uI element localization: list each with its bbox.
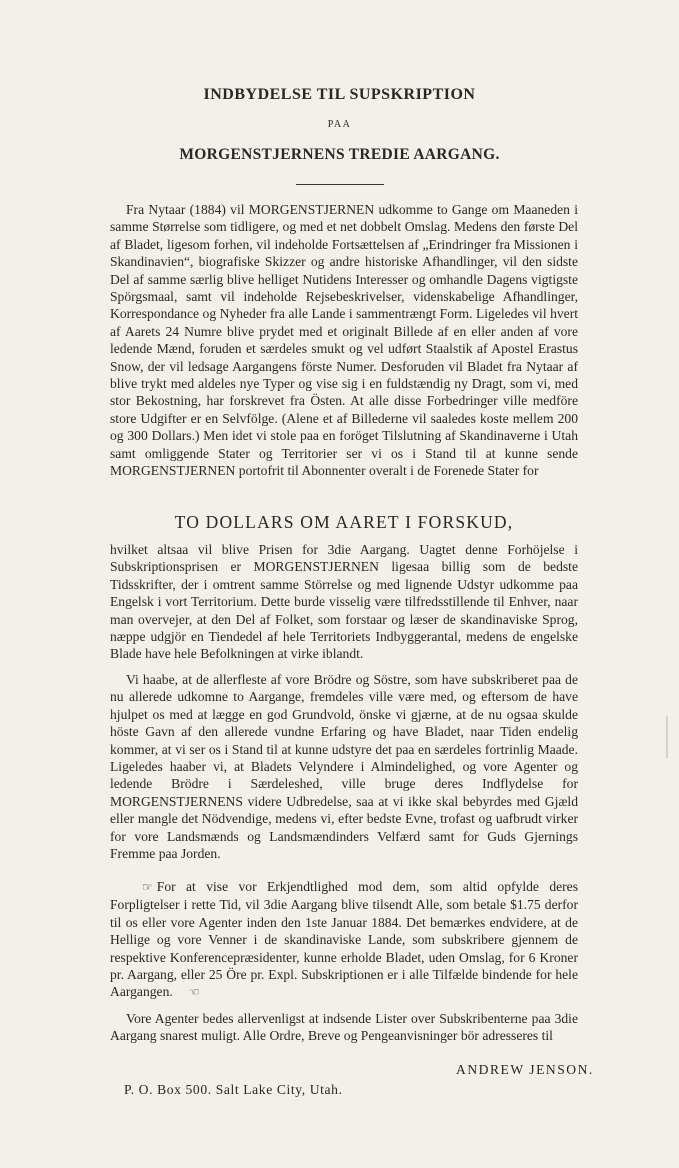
pointing-hand-icon: ☞	[142, 880, 153, 894]
body-paragraph-4	[110, 878, 578, 1002]
paragraph-text: Fra Nytaar (1884) vil MORGENSTJERNEN udkomme to Gange om Maaneden i samme Størrelse som tidligere, og med et net dobbelt Omslag. Medens den første Del af Bladet, ligesom forhen, vil indeholde Fortsættelsen af „Erindringer fra Missionen i Skandinavien“, biografiske Skizzer og andre historiske Afhandlinger, vil den sidste Del af samme særlig blive helliget Nutidens Interesser og omhandle Dagens vigtigste Spörgsmaal, samt vil indeholde Rejsebeskrivelser, videnskabelige Afhandlinger, Korrespondance og Nyheder fra alle Lande i sammentrængt Form. Ligeledes vil hvert af Aarets 24 Numre blive prydet med et originalt Billede af en eller anden af vore ledende Mænd, foruden et særdeles smukt og vel udført Staalstik af Apostel Erastus Snow, der vil ledsage Aargangens förste Numer. Desforuden vil Bladet fra Nytaar af blive trykt med aldeles nye Typer og vise sig i en fuldstændig ny Dragt, som vi, med stor Bekostning, har forskrevet fra Östen. At alle disse Forbedringer ville medföre store Udgifter er en Selvfölge. (Alene et af Billederne vil saaledes koste mellem 200 og 300 Dollars.) Men idet vi stole paa en foröget Tilslutning af Skandinaverne i Utah samt omliggende Stater og Territorier ser vi os i Stand til at kunne sende MORGENSTJERNEN portofrit til Abonnenter overalt i de Forenede Stater for	[110, 202, 578, 479]
paragraph-text: Vi haabe, at de allerfleste af vore Brödre og Söstre, som have subskriberet paa de nu allerede udkomne to Aargange, fremdeles ville være med, og eftersom de have hjulpet os med at lægge en god Grundvold, önske vi gjærne, at de nu ogsaa skulde höste Gavn af den allerede vundne Erfaring og have Bladet, naar Tiden endelig kommer, at vi ser os i Stand til at kunne udstyre det paa en særdeles fortrinlig Maade. Ligeledes haaber vi, at Bladets Velyndere i Almindelighed, og vore Agenter og ledende Brödre i Særdeleshed, ville bruge deres Indflydelse for MORGENSTJERNENS videre Udbredelse, saa at vi ikke skal bebyrdes med Gjæld eller mangle det Nödvendige, medens vi, efter bedste Evne, trofast og uafbrudt virker for vore Landsmænds og Landsmændinders Velfærd samt for Guds Gjernings Fremme paa Jorden.	[110, 672, 578, 862]
body-paragraph-3	[110, 671, 578, 862]
postal-address: P. O. Box 500. Salt Lake City, Utah.	[124, 1082, 343, 1097]
body-paragraph-5	[110, 1010, 578, 1045]
body-paragraph-2	[110, 541, 578, 663]
paragraph-text: hvilket altsaa vil blive Prisen for 3die Aargang. Uagtet denne Forhöjelse i Subskriptionsprisen er MORGENSTJERNEN ligesaa billig som de bedste Tidsskrifter, der i omtrent samme Störrelse og med lignende Udstyr udkomme paa Engelsk i vort Territorium. Dette burde visselig være tilfredsstillende til Enhver, naar man overvejer, at den Del af Folket, som forstaar og læser de skandinaviske Sprog, næppe udgjör en Tiendedel af hele Territoriets Indbyggerantal, medens de engelske Blade have hele Befolkningen at virke iblandt.	[110, 542, 578, 662]
margin-mark	[666, 716, 668, 758]
page-title: INDBYDELSE TIL SUPSKRIPTION	[203, 86, 476, 103]
signature: ANDREW JENSON.	[456, 1062, 594, 1077]
paragraph-text: For at vise vor Erkjendtlighed mod dem, som altid opfylde deres Forpligtelser i rette Tid, vil 3die Aargang blive tilsendt Alle, som betale $1.75 derfor til os eller vore Agenter inden den 1ste Januar 1884. Det bemærkes endvidere, at de Hellige og vore Venner i de skandinaviske Lande, som subskribere gjennem de respektive Konferencepræsidenter, kunne erholde Bladet, uden Omslag, for 6 Kroner pr. Aargang, eller 25 Öre pr. Expl. Subskriptionen er i alle Tilfælde bindende for hele Aargangen.	[110, 879, 578, 1000]
paragraph-text: Vore Agenter bedes allervenligst at indsende Lister over Subskribenterne paa 3die Aargang snarest muligt. Alle Ordre, Breve og Pengeanvisninger bör adresseres til	[110, 1011, 578, 1044]
title-divider	[296, 184, 384, 185]
page-subtitle: MORGENSTJERNENS TREDIE AARGANG.	[179, 146, 500, 163]
body-paragraph-1	[110, 201, 578, 480]
paa-label: PAA	[327, 119, 352, 130]
pointing-hand-left-icon: ☜	[188, 985, 200, 1000]
price-heading: TO DOLLARS OM AARET I FORSKUD,	[174, 512, 514, 532]
